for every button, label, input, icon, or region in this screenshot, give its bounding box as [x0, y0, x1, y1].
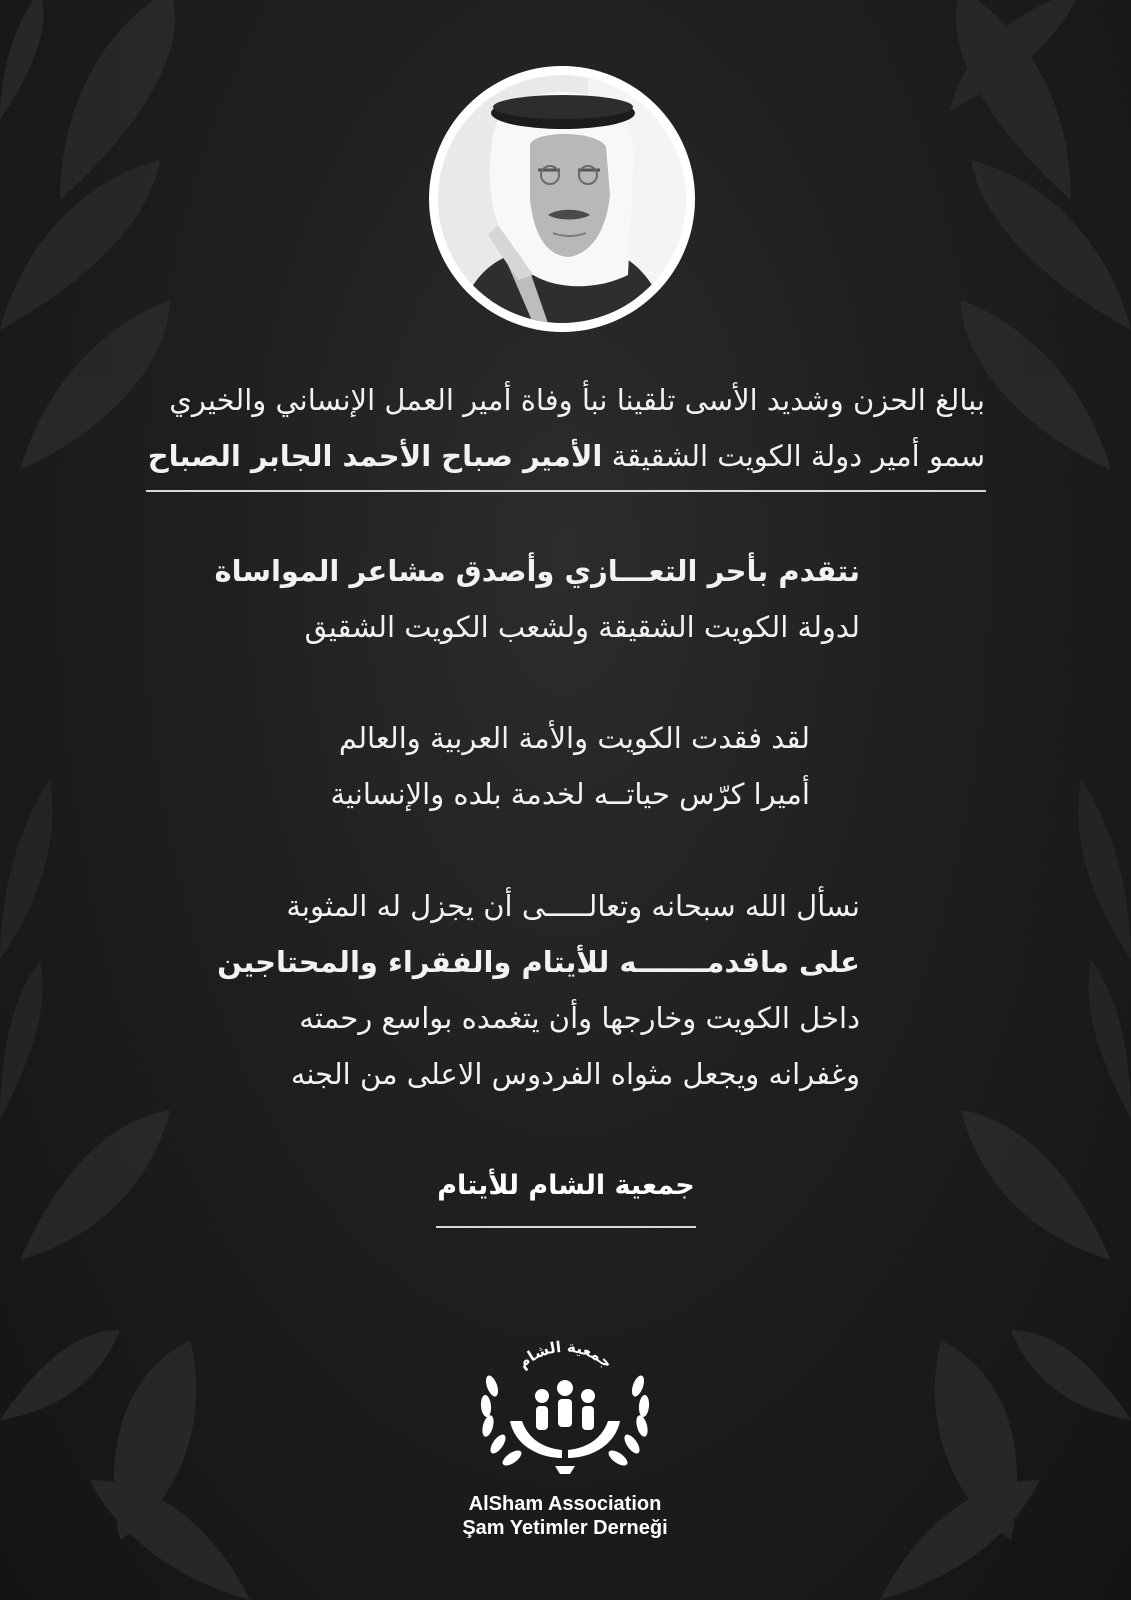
logo-arabic-arc: جمعية الشام [513, 1337, 617, 1373]
logo-turkish-name: Şam Yetimler Derneği [462, 1517, 668, 1539]
intro-line-1: ببالغ الحزن وشديد الأسى تلقينا نبأ وفاة أمير العمل الإنساني والخيري [169, 383, 985, 417]
portrait-photo [438, 75, 686, 323]
loss-line-2: أميرا كرّس حياتــه لخدمة بلده والإنسانية [330, 777, 810, 811]
prayer-line-4: وغفرانه ويجعل مثواه الفردوس الاعلى من الجنه [290, 1057, 860, 1091]
person-portrait-icon [438, 75, 686, 323]
condolence-line-1: نتقدم بأحر التعـــازي وأصدق مشاعر المواساة [214, 554, 860, 588]
logo-text [430, 1492, 700, 1540]
portrait-frame [429, 66, 695, 332]
intro-line-2-name: الأمير صباح الأحمد الجابر الصباح [147, 439, 603, 473]
loss-text [330, 710, 810, 822]
intro-line-2-prefix: سمو أمير دولة الكويت الشقيقة [611, 439, 985, 473]
prayer-line-1: نسأل الله سبحانه وتعالـــــى أن يجزل له المثوبة [286, 889, 860, 923]
prayer-text [217, 878, 860, 1102]
divider-top [146, 490, 986, 492]
prayer-line-3: داخل الكويت وخارجها وأن يتغمده بواسع رحمته [299, 1001, 860, 1035]
intro-line-2 [148, 428, 985, 484]
intro-text [148, 372, 985, 484]
condolence-text [214, 543, 860, 655]
condolence-line-2: لدولة الكويت الشقيقة ولشعب الكويت الشقيق [304, 610, 860, 644]
svg-text:جمعية الشام [514, 1338, 616, 1372]
signature-text: جمعية الشام للأيتام [437, 1170, 695, 1201]
logo-english-name: AlSham Association [468, 1493, 662, 1515]
loss-line-1: لقد فقدت الكويت والأمة العربية والعالم [338, 721, 810, 755]
alsham-logo-emblem [470, 1326, 660, 1476]
prayer-line-2: على ماقدمـــــــه للأيتام والفقراء والمحتاجين [217, 945, 860, 979]
divider-signature [436, 1226, 696, 1228]
